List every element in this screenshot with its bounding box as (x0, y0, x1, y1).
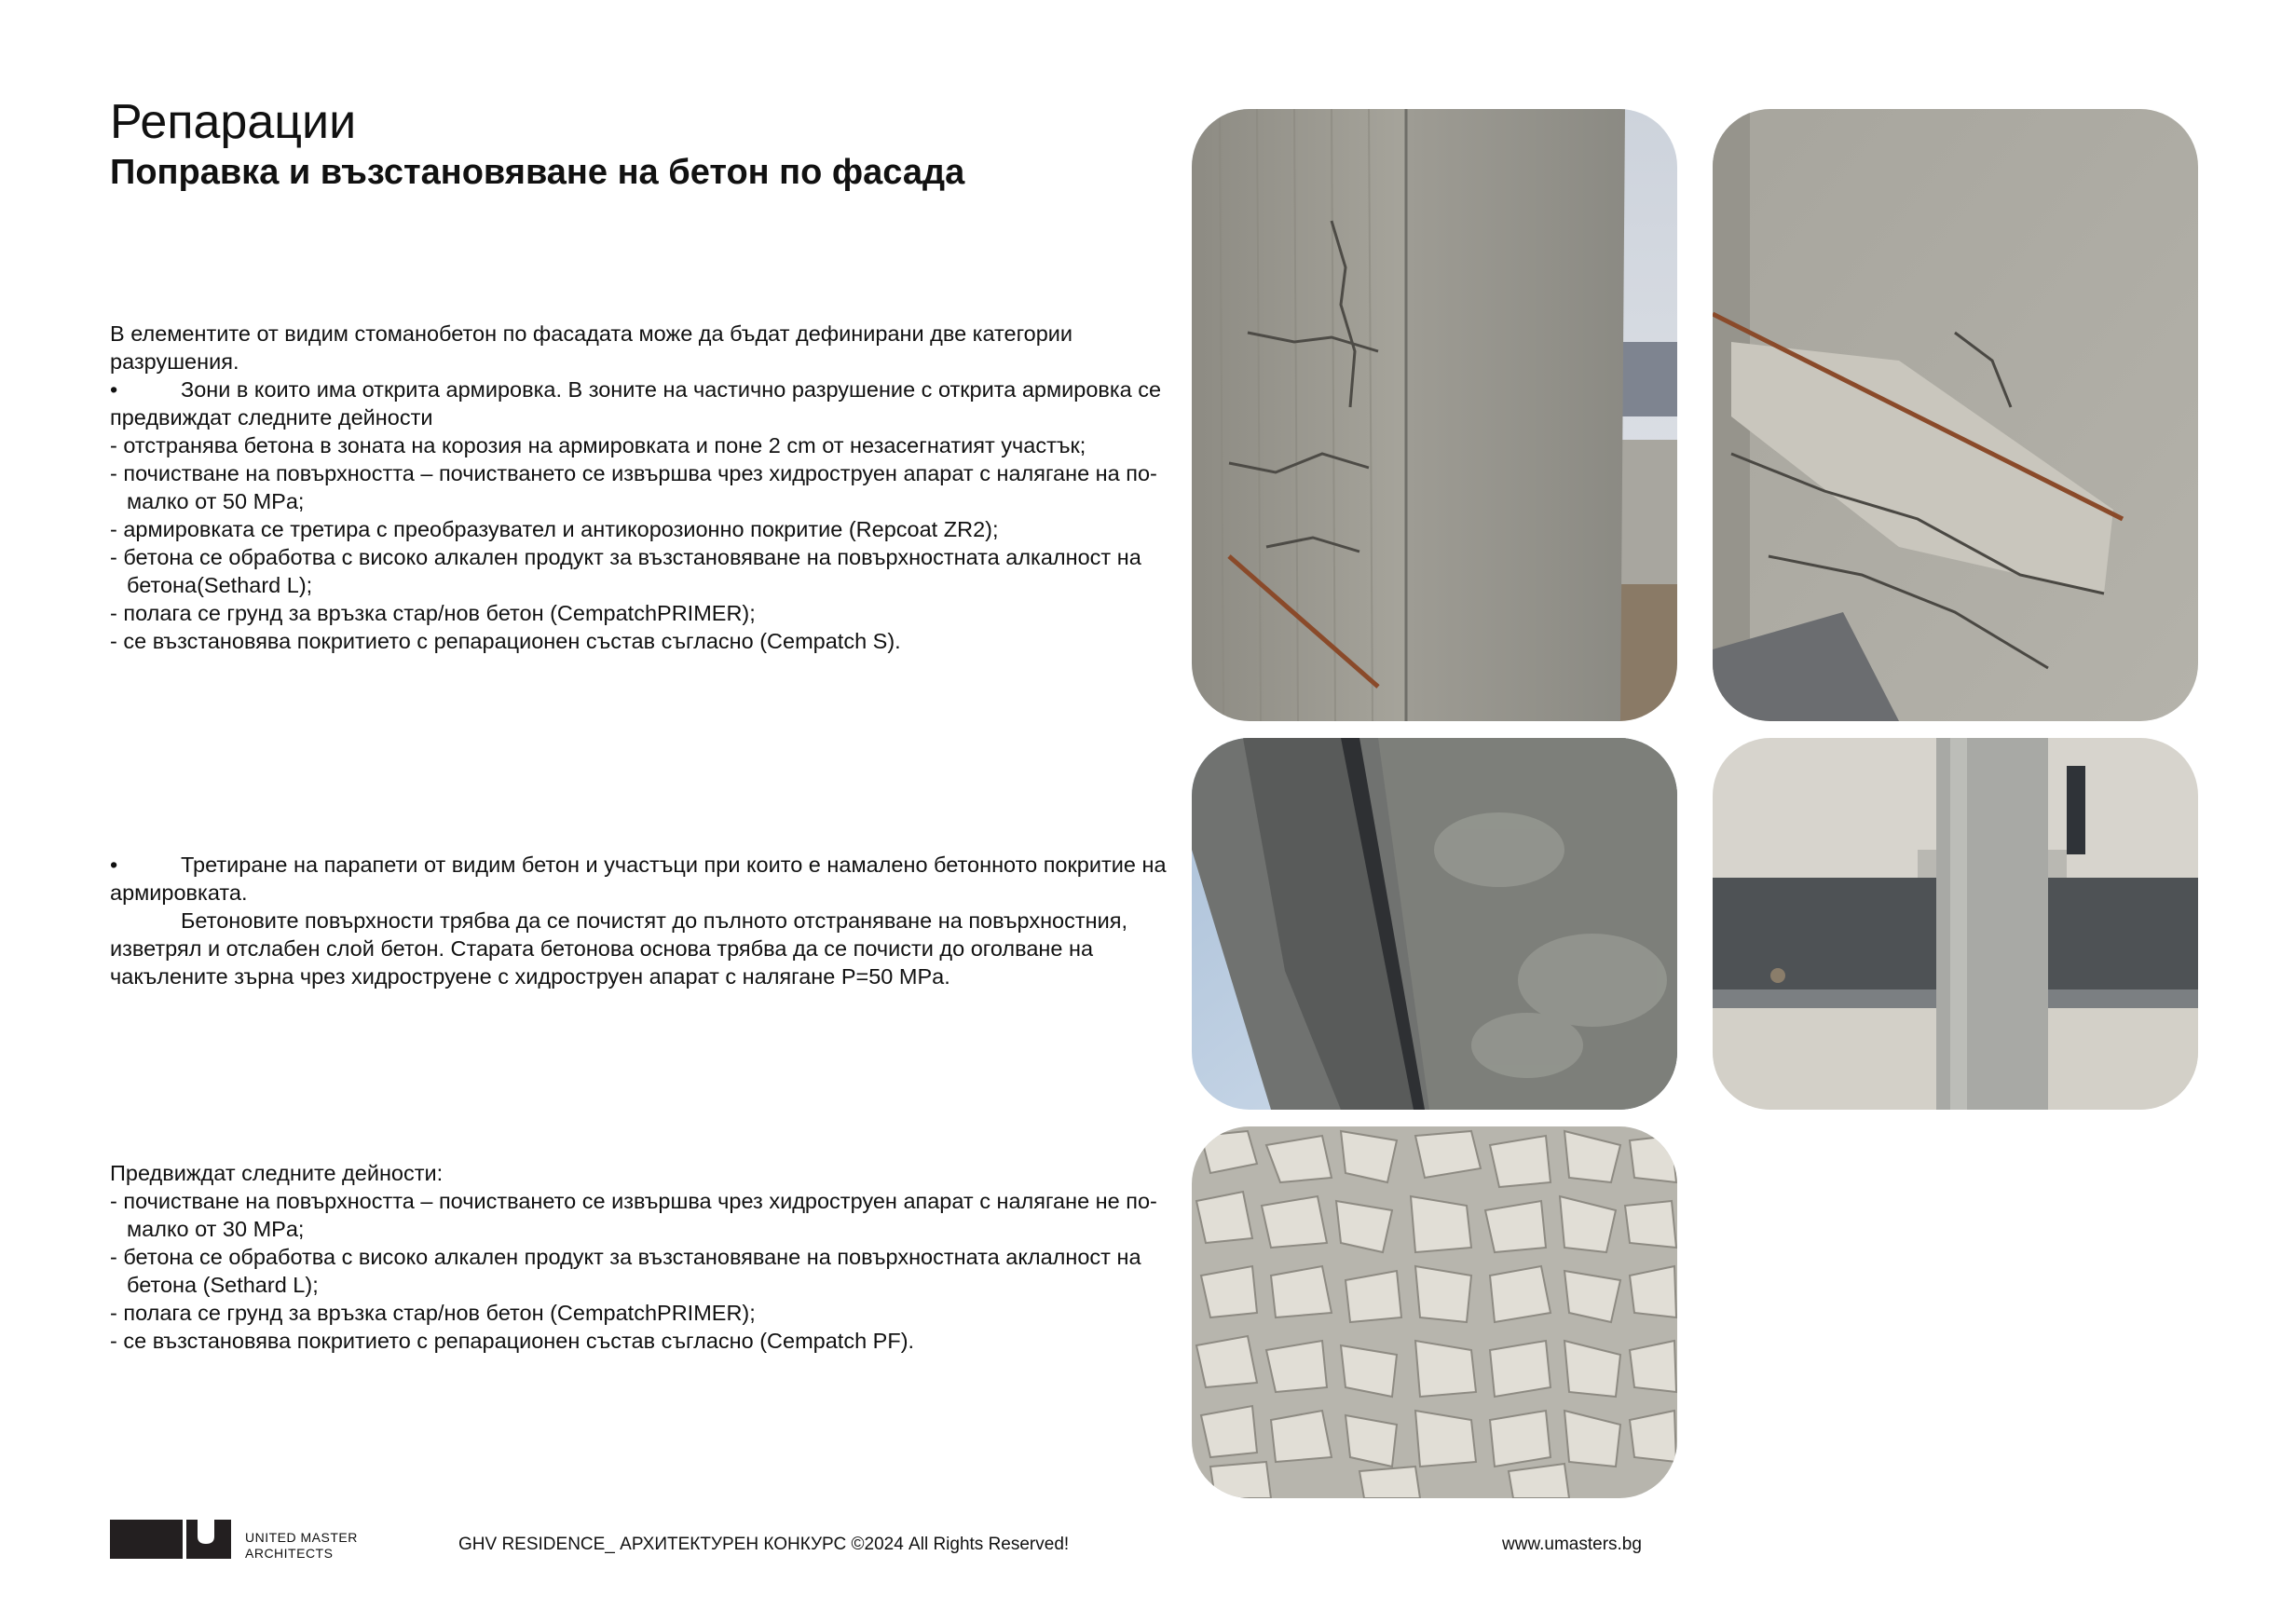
section3-item: - се възстановява покритието с репарационен състав съгласно (Cempatch PF). (110, 1329, 915, 1353)
logo-text-line1: UNITED MASTER (245, 1530, 358, 1545)
page-title: Репарации (110, 95, 357, 149)
section1-intro: В елементите от видим стоманобетон по фасадата може да бъдат дефинирани две категории разрушения. (110, 321, 1073, 374)
photo-exposed-rebar (1713, 109, 2198, 721)
photo-column-slabs (1713, 738, 2198, 1110)
section2-bullet-text: Третиране на парапети от видим бетон и участъци при които е намалено бетонното покритие на армировката. (110, 853, 1167, 905)
section3-item: - бетона се обработва с високо алкален продукт за възстановяване на повърхностната аклалност на бетона (Sethard L); (110, 1245, 1141, 1297)
photo-parapet (1192, 738, 1677, 1110)
section-parapets (110, 851, 1168, 990)
logo-text (245, 1530, 358, 1562)
section1-item: - отстранява бетона в зоната на корозия на армировката и поне 2 cm от незасегнатият участък; (110, 433, 1086, 457)
section1-bullet (110, 375, 1168, 431)
section3-intro: Предвиждат следните дейности: (110, 1161, 444, 1185)
section1-bullet-text: Зони в които има открита армировка. В зоните на частично разрушение с открита армировка се предвиждат следните дейности (110, 377, 1162, 430)
section2-paragraph: Бетоновите повърхности трябва да се почистят до пълното отстраняване на повърхностния, изветрял и отслабен слой бетон. Старата бетонова основа трябва да се почисти до оголване на чакълените зърна чрез хидроструене с хидроструен апарат с налягане P=50 MPa. (110, 908, 1127, 989)
bullet-symbol: • (110, 377, 118, 402)
bullet-symbol: • (110, 853, 118, 877)
section3-item: - почистване на повърхността – почистването се извършва чрез хидроструен апарат с налягане не по-малко от 30 MPa; (110, 1189, 1157, 1241)
photo-column-corner (1192, 109, 1677, 721)
section3-item: - полага се грунд за връзка стар/нов бетон (CempatchPRIMER); (110, 1301, 756, 1325)
section1-item: - полага се грунд за връзка стар/нов бетон (CempatchPRIMER); (110, 601, 756, 625)
section1-item: - армировката се третира с преобразувател и антикорозионно покритие (Repcoat ZR2); (110, 517, 999, 541)
photo-aggregate (1192, 1126, 1677, 1498)
section1-item: - бетона се обработва с високо алкален продукт за възстановяване на повърхностната алкалност на бетона(Sethard L); (110, 545, 1141, 597)
section1-item: - се възстановява покритието с репарационен състав съгласно (Cempatch S). (110, 629, 901, 653)
page-subtitle: Поправка и възстановяване на бетон по фасада (110, 153, 965, 192)
section-exposed-rebar (110, 320, 1168, 655)
section1-item: - почистване на повърхността – почистването се извършва чрез хидроструен апарат с налягане на по-малко от 50 MPa; (110, 461, 1157, 513)
footer-website[interactable]: www.umasters.bg (1502, 1535, 1642, 1554)
logo-text-line2: ARCHITECTS (245, 1546, 334, 1561)
company-logo (110, 1520, 231, 1563)
section-activities (110, 1159, 1168, 1355)
footer-copyright: GHV RESIDENCE_ АРХИТЕКТУРЕН КОНКУРС ©2024 All Rights Reserved! (458, 1535, 1070, 1554)
section2-bullet (110, 851, 1168, 907)
